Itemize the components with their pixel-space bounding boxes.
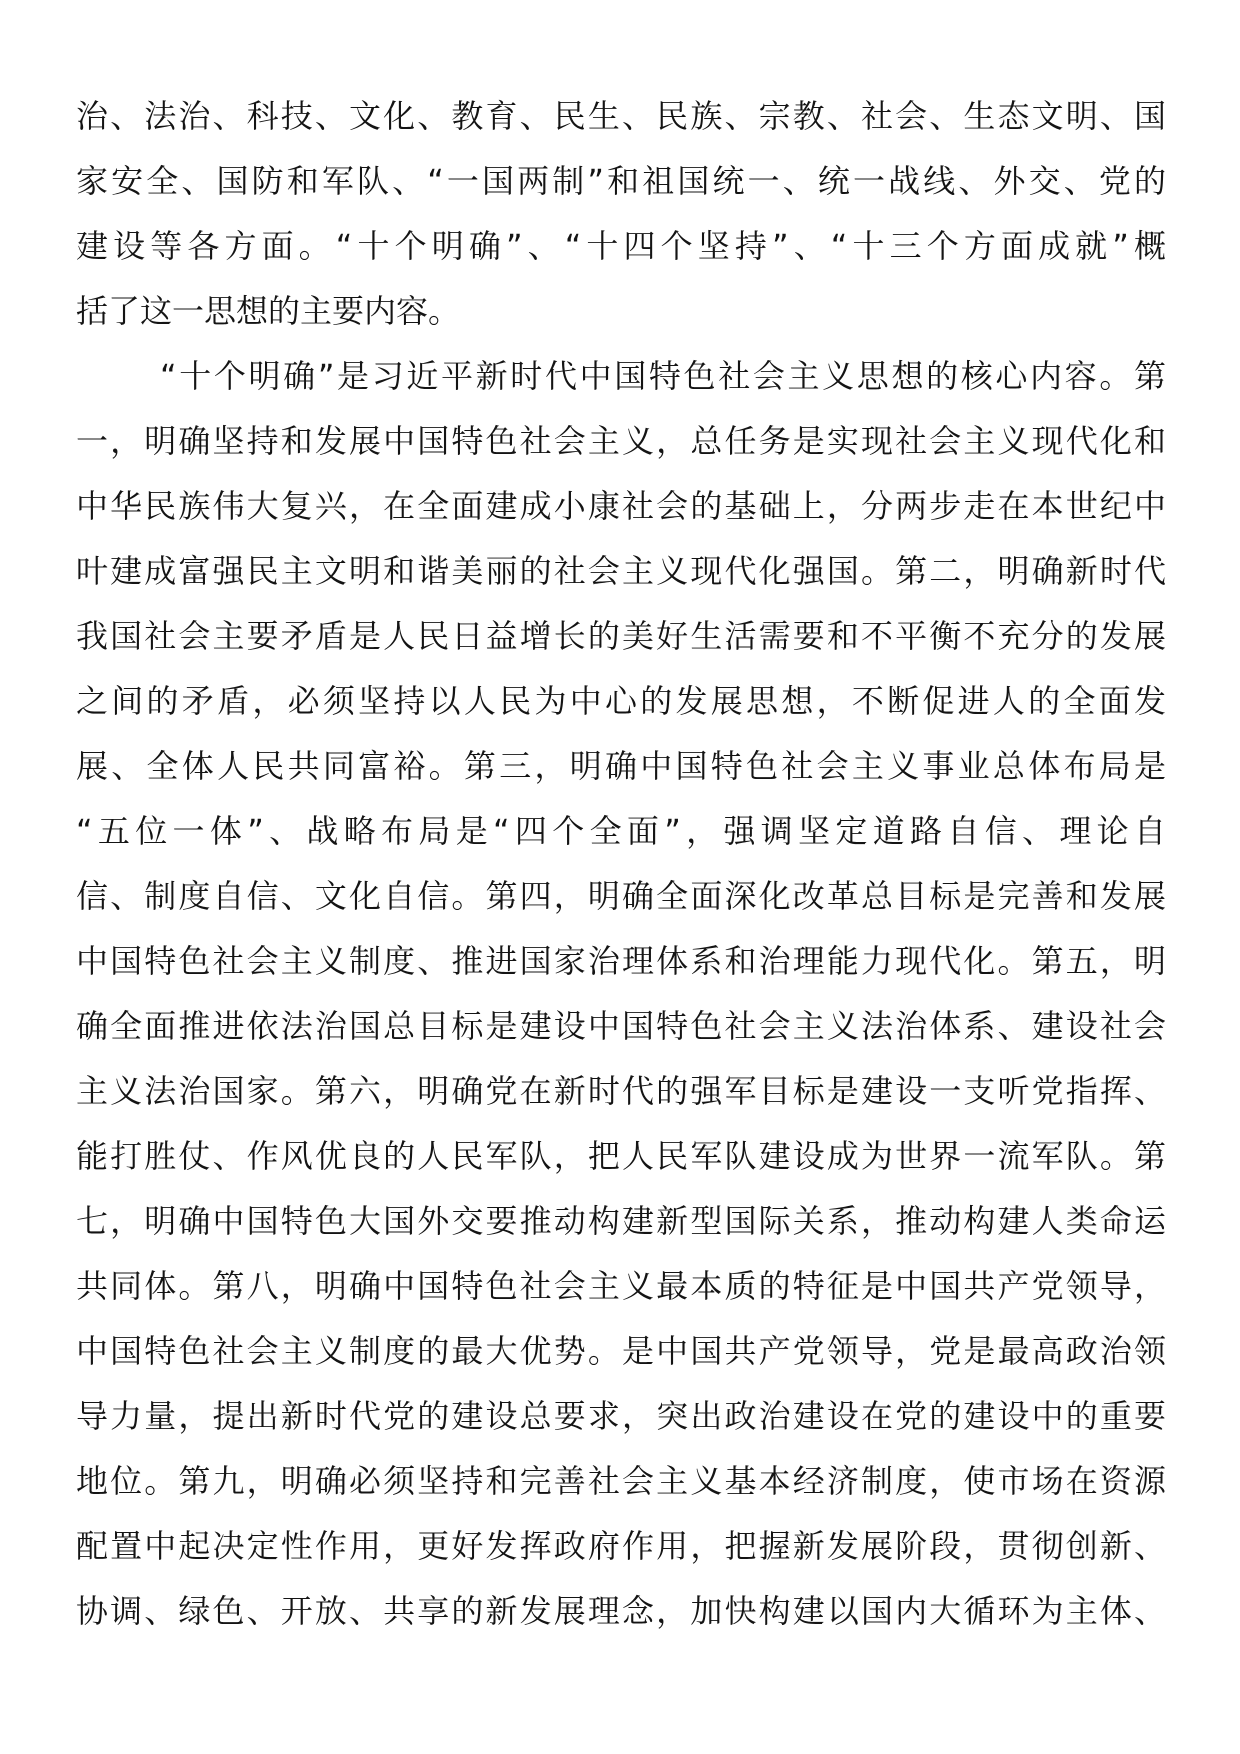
text-line: 导力量，提出新时代党的建设总要求，突出政治建设在党的建设中的重要 xyxy=(76,1397,1166,1435)
text-line: 主义法治国家。第六，明确党在新时代的强军目标是建设一支听党指挥、 xyxy=(76,1072,1166,1110)
text-line: 治、法治、科技、文化、教育、民生、民族、宗教、社会、生态文明、国 xyxy=(76,97,1166,135)
text-line: 七，明确中国特色大国外交要推动构建新型国际关系，推动构建人类命运 xyxy=(76,1202,1166,1240)
text-line: 中国特色社会主义制度的最大优势。是中国共产党领导，党是最高政治领 xyxy=(76,1332,1166,1370)
text-line: 共同体。第八，明确中国特色社会主义最本质的特征是中国共产党领导， xyxy=(76,1267,1166,1305)
text-line: 之间的矛盾，必须坚持以人民为中心的发展思想，不断促进人的全面发 xyxy=(76,682,1166,720)
text-line: 括了这一思想的主要内容。 xyxy=(76,292,461,330)
text-line: 中华民族伟大复兴，在全面建成小康社会的基础上，分两步走在本世纪中 xyxy=(76,487,1166,525)
text-line: 确全面推进依法治国总目标是建设中国特色社会主义法治体系、建设社会 xyxy=(76,1007,1166,1045)
paragraph-2 xyxy=(76,344,1166,1644)
text-line: 建设等各方面。“十个明确”、“十四个坚持”、“十三个方面成就”概 xyxy=(76,227,1166,265)
text-line: 信、制度自信、文化自信。第四，明确全面深化改革总目标是完善和发展 xyxy=(76,877,1166,915)
text-line: 中国特色社会主义制度、推进国家治理体系和治理能力现代化。第五，明 xyxy=(76,942,1166,980)
text-line: 展、全体人民共同富裕。第三，明确中国特色社会主义事业总体布局是 xyxy=(76,747,1166,785)
body-text xyxy=(76,84,1166,1644)
text-line: “十个明确”是习近平新时代中国特色社会主义思想的核心内容。第 xyxy=(160,357,1166,395)
text-line: “五位一体”、战略布局是“四个全面”，强调坚定道路自信、理论自 xyxy=(76,812,1166,850)
text-line: 一，明确坚持和发展中国特色社会主义，总任务是实现社会主义现代化和 xyxy=(76,422,1166,460)
text-line: 家安全、国防和军队、“一国两制”和祖国统一、统一战线、外交、党的 xyxy=(76,162,1166,200)
text-line: 能打胜仗、作风优良的人民军队，把人民军队建设成为世界一流军队。第 xyxy=(76,1137,1166,1175)
text-line: 配置中起决定性作用，更好发挥政府作用，把握新发展阶段，贯彻创新、 xyxy=(76,1527,1166,1565)
text-line: 叶建成富强民主文明和谐美丽的社会主义现代化强国。第二，明确新时代 xyxy=(76,552,1166,590)
text-line: 我国社会主要矛盾是人民日益增长的美好生活需要和不平衡不充分的发展 xyxy=(76,617,1166,655)
text-line: 协调、绿色、开放、共享的新发展理念，加快构建以国内大循环为主体、 xyxy=(76,1592,1166,1630)
paragraph-1 xyxy=(76,84,1166,344)
text-line: 地位。第九，明确必须坚持和完善社会主义基本经济制度，使市场在资源 xyxy=(76,1462,1166,1500)
